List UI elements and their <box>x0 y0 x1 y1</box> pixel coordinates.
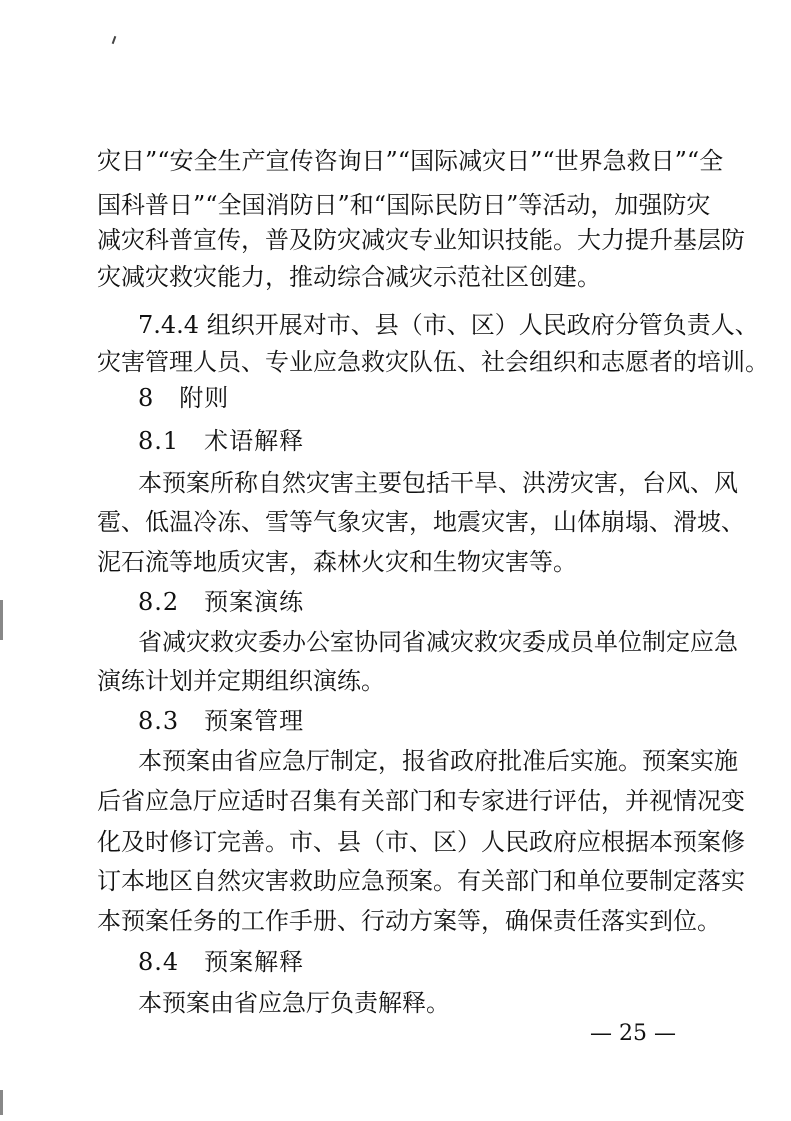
subsection-heading: 8.4 预案解释 <box>138 948 305 976</box>
text-line: 化及时修订完善。市、县（市、区）人民政府应根据本预案修 <box>97 828 745 856</box>
page-number: — 25 — <box>590 1021 676 1046</box>
text-line: 本预案所称自然灾害主要包括干旱、洪涝灾害，台风、风 <box>138 469 738 497</box>
subsection-heading: 8.2 预案演练 <box>138 588 305 616</box>
subsection-heading: 8.1 术语解释 <box>138 427 305 455</box>
section-heading: 8 附则 <box>138 384 230 412</box>
text-line: 灾害管理人员、专业应急救灾队伍、社会组织和志愿者的培训。 <box>97 348 769 376</box>
scan-edge-mark <box>0 1090 3 1115</box>
scan-edge-mark <box>0 600 3 640</box>
subsection-heading: 8.3 预案管理 <box>138 707 305 735</box>
text-line: 订本地区自然灾害救助应急预案。有关部门和单位要制定落实 <box>97 867 745 895</box>
text-line: 减灾科普宣传，普及防灾减灾专业知识技能。大力提升基层防 <box>97 226 745 254</box>
text-line: 省减灾救灾委办公室协同省减灾救灾委成员单位制定应急 <box>138 628 738 656</box>
scan-mark <box>112 36 117 44</box>
text-line: 雹、低温冷冻、雪等气象灾害，地震灾害，山体崩塌、滑坡、 <box>97 508 745 536</box>
text-line: 本预案由省应急厅负责解释。 <box>138 989 450 1017</box>
text-line: 灾减灾救灾能力，推动综合减灾示范社区创建。 <box>97 263 601 291</box>
text-line: 演练计划并定期组织演练。 <box>97 667 385 695</box>
text-line: 本预案任务的工作手册、行动方案等，确保责任落实到位。 <box>97 907 721 935</box>
text-line: 本预案由省应急厅制定，报省政府批准后实施。预案实施 <box>138 747 738 775</box>
text-line: 后省应急厅应适时召集有关部门和专家进行评估，并视情况变 <box>97 787 745 815</box>
text-line: 7.4.4 组织开展对市、县（市、区）人民政府分管负责人、 <box>138 311 759 339</box>
text-line: 灾日”“安全生产宣传咨询日”“国际减灾日”“世界急救日”“全 <box>97 147 724 175</box>
text-line: 国科普日”“全国消防日”和“国际民防日”等活动，加强防灾 <box>97 191 711 219</box>
text-line: 泥石流等地质灾害，森林火灾和生物灾害等。 <box>97 548 577 576</box>
